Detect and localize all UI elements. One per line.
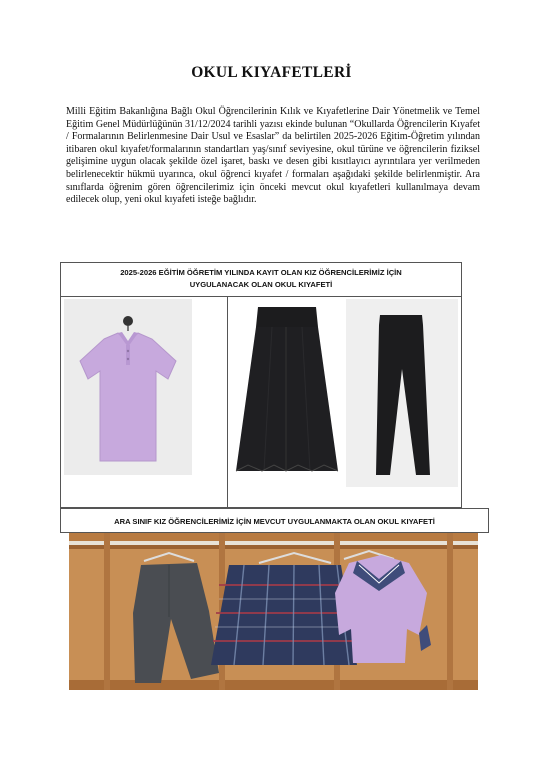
black-leggings-image bbox=[346, 299, 458, 487]
new-uniform-heading-line2: UYGULANACAK OLAN OKUL KIYAFETİ bbox=[189, 280, 333, 289]
current-uniform-heading: ARA SINIF KIZ ÖĞRENCİLERİMİZ İÇİN MEVCUT UYGULANMAKTA OLAN OKUL KIYAFETİ bbox=[60, 508, 489, 533]
page-title: OKUL KIYAFETLERİ bbox=[191, 64, 352, 81]
intro-paragraph: Milli Eğitim Bakanlığına Bağlı Okul Öğrencilerinin Kılık ve Kıyafetlerine Dair Yönetmelik ve Temel Eğitim Genel Müdürlüğünün 31/12/2024 tarihli yazısı ekinde bulunan “Okullarda Öğrencilerin Kıyafet / Formalarının Belirlenmesine Dair Usul ve Esaslar” da belirtilen 2025-2026 Eğitim-Öğretim yılından itibaren okul kıyafet/formalarının standartları yaş/sınıf seviyesine, okul türüne ve öğrencilerin fiziksel gelişimine uygun olacak şekilde özel işaret, baskı ve desen gibi kısıtlayıcı ayrıntılara yer verilmeden belirlenecektir hükmü uyarınca, okul öğrenci kıyafet / formaları aşağıdaki şekilde belirlenmiştir. Ara sınıflarda öğrenim gören öğrencilerimiz için önceki mevcut okul kıyafetleri kullanılmaya devam edilecek olup, yeni okul kıyafeti isteğe bağlıdır. bbox=[66, 106, 480, 206]
new-uniform-heading-line1: 2025-2026 EĞİTİM ÖĞRETİM YILINDA KAYIT OLAN KIZ ÖĞRENCİLERİMİZ İÇİN bbox=[120, 268, 402, 277]
black-pleated-skirt-image bbox=[228, 299, 345, 479]
lilac-polo-shirt-image bbox=[64, 299, 192, 475]
new-uniform-heading bbox=[61, 263, 461, 297]
current-uniform-image bbox=[69, 533, 478, 690]
